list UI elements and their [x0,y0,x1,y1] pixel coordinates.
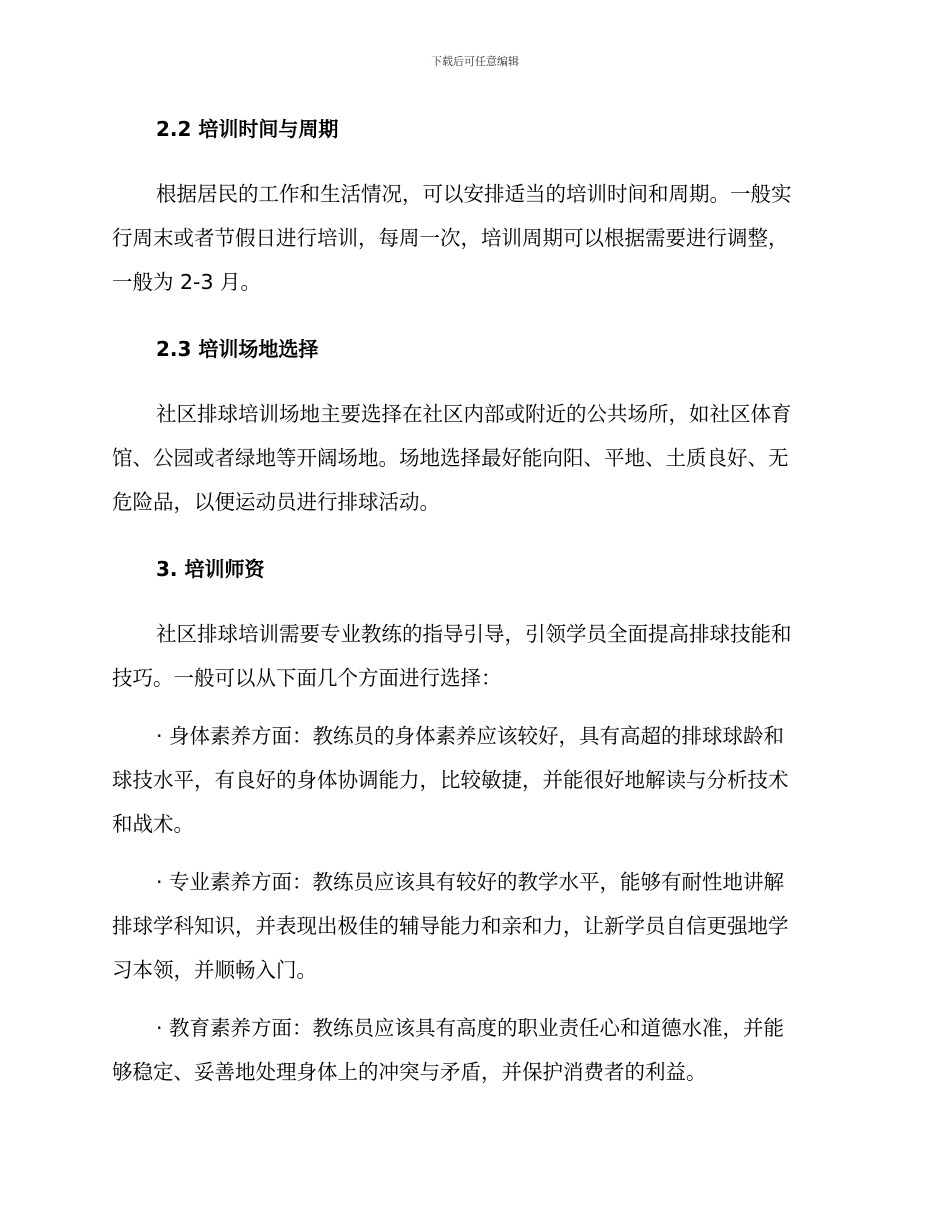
text-line: · 身体素养方面：教练员的身体素养应该较好，具有高超的排球球龄和 [156,724,785,748]
section-heading-2-3: 2.3 培训场地选择 [156,337,319,361]
document-body [112,114,832,1094]
text-line: 根据居民的工作和生活情况，可以安排适当的培训时间和周期。一般实 [156,182,792,206]
text-line: 和战术。 [112,812,194,836]
text-line: 行周末或者节假日进行培训，每周一次，培训周期可以根据需要进行调整， [112,226,789,250]
text-line: 社区排球培训场地主要选择在社区内部或附近的公共场所，如社区体育 [156,402,792,426]
text-line: · 教育素养方面：教练员应该具有高度的职业责任心和道德水准，并能 [156,1016,785,1040]
text-line: · 专业素养方面：教练员应该具有较好的教学水平，能够有耐性地讲解 [156,870,785,894]
text-line: 排球学科知识，并表现出极佳的辅导能力和亲和力，让新学员自信更强地学 [112,914,789,938]
text-line: 技巧。一般可以从下面几个方面进行选择： [112,666,502,690]
text-line: 社区排球培训需要专业教练的指导引导，引领学员全面提高排球技能和 [156,622,792,646]
text-line: 馆、公园或者绿地等开阔场地。场地选择最好能向阳、平地、土质良好、无 [112,446,789,470]
text-line: 习本领，并顺畅入门。 [112,958,317,982]
text-line: 够稳定、妥善地处理身体上的冲突与矛盾，并保护消费者的利益。 [112,1060,707,1084]
paragraph-training-schedule [112,172,832,304]
text-line: 一般为 2-3 月。 [112,270,262,294]
bullet-professional-quality [112,860,832,992]
section-heading-3: 3. 培训师资 [156,557,265,581]
text-line: 危险品，以便运动员进行排球活动。 [112,490,440,514]
section-heading-2-2: 2.2 培训时间与周期 [156,117,339,141]
paragraph-coaching-intro [112,612,832,700]
paragraph-training-venue [112,392,832,524]
text-line: 球技水平，有良好的身体协调能力，比较敏捷，并能很好地解读与分析技术 [112,768,789,792]
bullet-educational-quality [112,1006,832,1094]
page-header: 下载后可任意编辑 [431,55,519,68]
bullet-physical-quality [112,714,832,846]
